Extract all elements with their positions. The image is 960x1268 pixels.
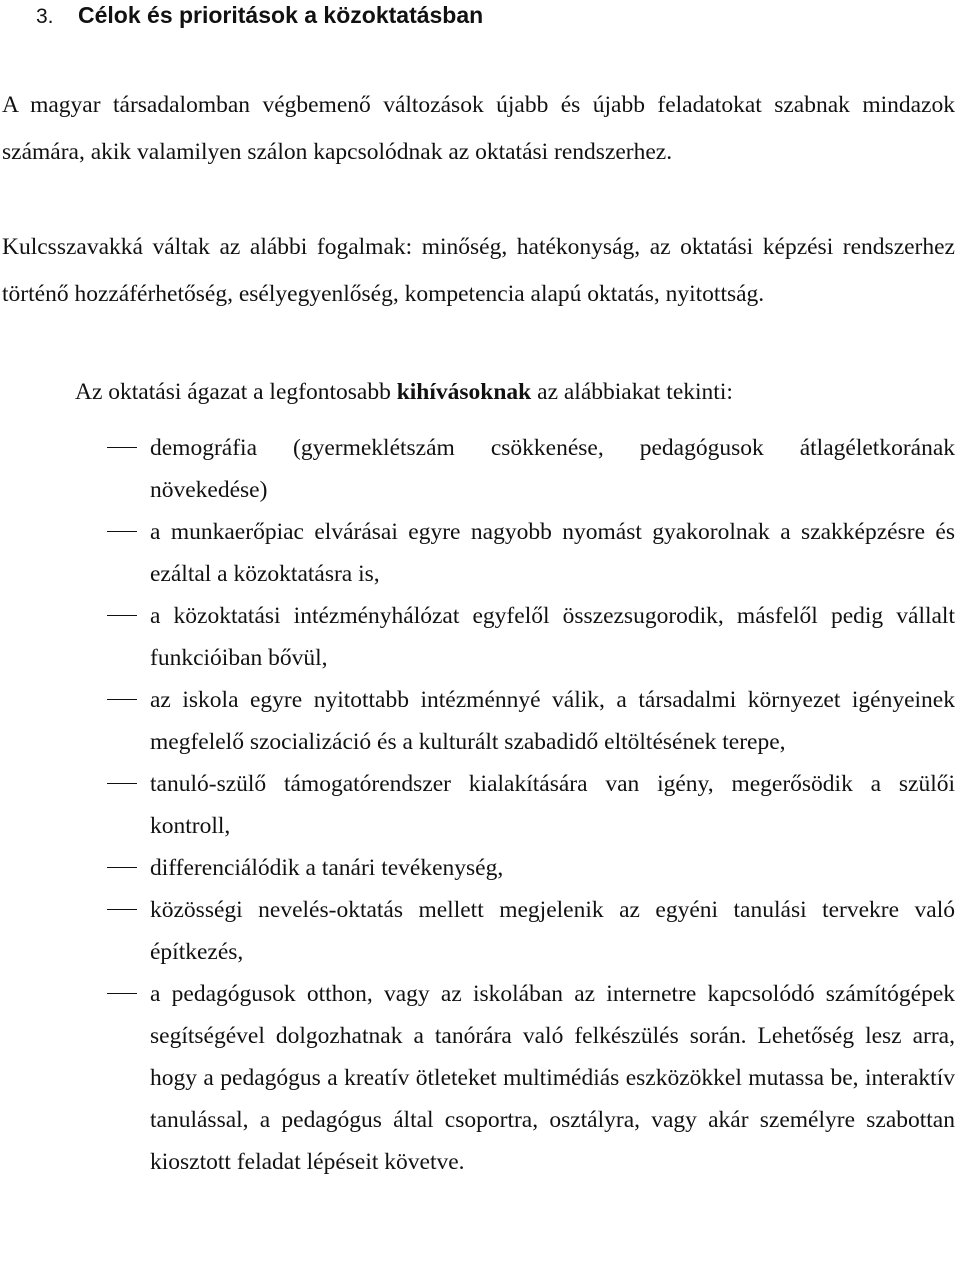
list-item <box>0 847 955 889</box>
section-number: 3. <box>36 5 54 28</box>
list-item-text: a közoktatási intézményhálózat egyfelől összezsugorodik, másfelől pedig vállalt funkcióiban bővül, <box>150 603 955 671</box>
list-item <box>0 679 955 763</box>
challenges-intro-bold: kihívásoknak <box>396 379 532 405</box>
list-item-text: tanuló-szülő támogatórendszer kialakítására van igény, megerősödik a szülői kontroll, <box>150 771 955 839</box>
list-item <box>0 595 955 679</box>
paragraph-keywords: Kulcsszavakká váltak az alábbi fogalmak: minőség, hatékonyság, az oktatási képzési rendszerhez történő hozzáférhetőség, esélyegyenlőség, kompetencia alapú oktatás, nyitottság. <box>2 234 955 307</box>
dash-bullet-icon <box>107 909 137 910</box>
list-item-text: a munkaerőpiac elvárásai egyre nagyobb nyomást gyakorolnak a szakképzésre és ezáltal a közoktatásra is, <box>150 519 955 587</box>
dash-bullet-icon <box>107 531 137 532</box>
list-item <box>0 511 955 595</box>
challenges-intro-before: Az oktatási ágazat a legfontosabb <box>75 379 397 405</box>
dash-bullet-icon <box>107 993 137 994</box>
challenges-list <box>0 427 960 1183</box>
section-title: Célok és prioritások a közoktatásban <box>78 2 484 28</box>
list-item <box>0 889 955 973</box>
dash-bullet-icon <box>107 867 137 868</box>
list-item-text: közösségi nevelés-oktatás mellett megjelenik az egyéni tanulási tervekre való építkezés, <box>150 897 955 965</box>
dash-bullet-icon <box>107 783 137 784</box>
list-item-text: demográfia (gyermeklétszám csökkenése, pedagógusok átlagéletkorának növekedése) <box>150 435 955 503</box>
dash-bullet-icon <box>107 615 137 616</box>
list-item-text: az iskola egyre nyitottabb intézménnyé válik, a társadalmi környezet igényeinek megfelelő szocializáció és a kulturált szabadidő eltöltésének terepe, <box>150 687 955 755</box>
list-item-text: differenciálódik a tanári tevékenység, <box>150 855 504 881</box>
dash-bullet-icon <box>107 447 137 448</box>
challenges-intro-after: az alábbiakat tekinti: <box>531 379 733 405</box>
challenges-intro <box>75 369 733 416</box>
section-heading <box>36 0 483 32</box>
list-item <box>0 763 955 847</box>
dash-bullet-icon <box>107 699 137 700</box>
list-item <box>0 973 955 1183</box>
list-item <box>0 427 955 511</box>
list-item-text: a pedagógusok otthon, vagy az iskolában az internetre kapcsolódó számítógépek segítségével dolgozhatnak a tanórára való felkészülés során. Lehetőség lesz arra, hogy a pedagógus a kreatív ötleteket multimédiás eszközökkel mutassa be, interaktív tanulással, a pedagógus által csoportra, osztályra, vagy akár személyre szabottan kiosztott feladat lépéseit követve. <box>150 981 955 1175</box>
paragraph-intro: A magyar társadalomban végbemenő változások újabb és újabb feladatokat szabnak mindazok számára, akik valamilyen szálon kapcsolódnak az oktatási rendszerhez. <box>2 92 955 165</box>
